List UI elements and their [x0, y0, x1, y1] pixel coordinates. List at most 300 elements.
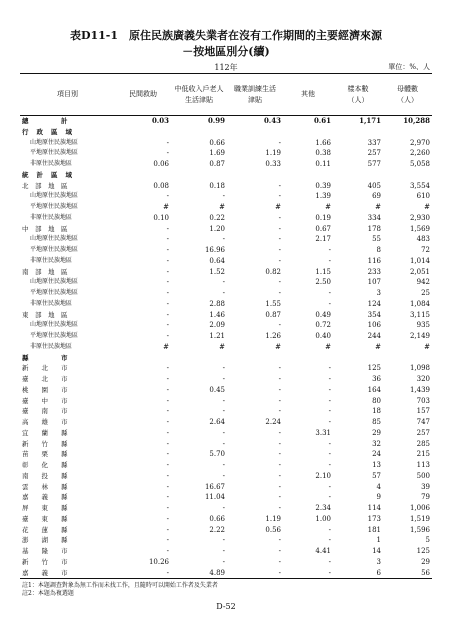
table-row: [20, 342, 432, 353]
table-cell: 4.89: [171, 568, 227, 579]
table-cell: 0.03: [151, 116, 169, 125]
table-cell: 1.00: [315, 514, 331, 523]
table-cell: -: [278, 557, 281, 566]
table-cell: -: [166, 493, 169, 502]
table-cell: 0.45: [209, 385, 225, 394]
table-cell: 173: [367, 514, 381, 523]
table-row: [20, 460, 432, 471]
table-cell: 1,084: [409, 299, 430, 308]
table-cell: 577: [367, 160, 381, 168]
table-cell: -: [278, 138, 281, 147]
table-cell: [383, 127, 432, 138]
table-cell: 285: [416, 439, 430, 448]
table-cell: 4.41: [315, 547, 331, 555]
row-label: 雲 林 縣: [22, 482, 68, 491]
table-row: [20, 514, 432, 525]
table-cell: 2.88: [209, 299, 225, 308]
table-cell: -: [222, 471, 225, 480]
table-cell: -: [278, 235, 281, 244]
table-cell: [283, 170, 333, 181]
table-cell: -: [278, 321, 281, 330]
col-training-allowance: 職業訓練生活津貼: [234, 84, 276, 104]
table-cell: 747: [416, 418, 430, 426]
table-cell: 10.26: [148, 557, 169, 566]
table-cell: #: [219, 203, 225, 211]
table-cell: 0.61: [313, 116, 331, 125]
row-label: 臺 東 縣: [22, 514, 68, 523]
table-cell: 935: [416, 321, 430, 330]
table-cell: 124: [367, 299, 381, 308]
table-cell: 2.17: [315, 235, 331, 244]
table-cell: 0.82: [265, 267, 281, 276]
col-other: 其他: [301, 90, 315, 98]
table-cell: 157: [416, 407, 430, 416]
table-cell: 8: [376, 246, 381, 254]
table-cell: 215: [416, 450, 430, 459]
table-cell: -: [166, 536, 169, 545]
table-cell: 3.31: [315, 428, 331, 437]
table-cell: 1,098: [409, 364, 430, 373]
table-cell: 16.67: [204, 482, 225, 491]
table-cell: -: [166, 407, 169, 416]
table-cell: -: [328, 418, 331, 426]
unit-label: 單位：%、人: [388, 63, 430, 71]
row-label: 東 部 地 區: [22, 310, 68, 319]
table-cell: [171, 353, 227, 364]
table-row: [20, 471, 432, 482]
table-cell: -: [166, 321, 169, 330]
table-row: [20, 127, 432, 138]
table-row: [20, 568, 432, 579]
table-cell: #: [424, 203, 430, 211]
table-cell: 113: [416, 461, 430, 469]
table-cell: -: [328, 375, 331, 383]
table-cell: -: [278, 192, 281, 201]
row-label: 山地原住民族地區: [30, 235, 79, 243]
table-cell: #: [275, 203, 281, 211]
table-cell: -: [278, 364, 281, 373]
table-cell: -: [278, 536, 281, 545]
row-label: 南 投 縣: [22, 471, 68, 480]
table-cell: -: [328, 482, 331, 491]
table-row: [20, 191, 432, 202]
table-cell: 610: [416, 192, 430, 201]
table-cell: 79: [421, 493, 430, 502]
row-label: 山地原住民族地區: [30, 321, 79, 329]
table-cell: [227, 170, 283, 181]
table-cell: -: [278, 278, 281, 287]
table-cell: 405: [367, 181, 381, 190]
table-cell: 0.43: [263, 116, 281, 125]
table-row: [20, 116, 432, 127]
table-cell: -: [227, 568, 283, 579]
table-row: [20, 245, 432, 256]
table-cell: 36: [372, 375, 381, 383]
row-label: 澎 湖 縣: [22, 536, 68, 545]
table-cell: -: [166, 450, 169, 459]
table-cell: 320: [416, 375, 430, 383]
table-cell: -: [278, 181, 281, 190]
table-cell: -: [166, 310, 169, 319]
table-cell: [283, 353, 333, 364]
table-cell: 500: [416, 471, 430, 480]
table-cell: 2.10: [315, 471, 331, 480]
table-cell: 1,596: [409, 525, 430, 534]
row-label: 臺 南 市: [22, 407, 68, 416]
table-cell: 2.24: [265, 418, 281, 426]
table-cell: 57: [372, 471, 381, 480]
table-row: [20, 417, 432, 428]
table-cell: -: [328, 450, 331, 459]
table-cell: 233: [367, 267, 381, 276]
table-cell: 1,439: [409, 385, 430, 394]
row-label: 非原住民族地區: [30, 299, 73, 307]
table-cell: 257: [367, 149, 381, 158]
table-row: [20, 406, 432, 417]
table-cell: 5,058: [409, 160, 430, 168]
table-row: [20, 492, 432, 503]
row-label: 彰 化 縣: [22, 461, 68, 469]
table-cell: 55: [372, 235, 381, 244]
table-cell: -: [278, 224, 281, 233]
table-cell: 0.10: [153, 213, 169, 222]
table-cell: 25: [421, 289, 430, 297]
table-cell: -: [328, 289, 331, 297]
table-cell: 16.96: [204, 246, 225, 254]
table-cell: 337: [367, 138, 381, 147]
table-cell: 116: [367, 256, 381, 265]
row-label: 臺 中 市: [22, 396, 68, 405]
table-row: [20, 277, 432, 288]
table-cell: 1,014: [409, 256, 430, 265]
table-cell: -: [278, 246, 281, 254]
table-row: [20, 385, 432, 396]
table-cell: 0.33: [265, 160, 281, 168]
table-cell: 125: [416, 547, 430, 555]
table-cell: -: [166, 461, 169, 469]
table-cell: 0.18: [209, 181, 225, 190]
table-cell: 181: [367, 525, 381, 534]
table-cell: 5.70: [209, 450, 225, 459]
row-label: 新 竹 市: [22, 557, 68, 566]
table-cell: 13: [372, 461, 381, 469]
table-row: [20, 353, 432, 364]
table-cell: -: [283, 568, 333, 579]
table-cell: 0.67: [315, 224, 331, 233]
table-cell: 1.19: [265, 149, 281, 158]
table-row: [20, 170, 432, 181]
table-row: [20, 202, 432, 213]
table-cell: 334: [367, 213, 381, 222]
table-cell: -: [166, 439, 169, 448]
table-cell: 2,970: [409, 138, 430, 147]
table-cell: 1: [376, 536, 381, 545]
table-row: [20, 439, 432, 450]
row-label: 中 部 地 區: [22, 224, 68, 233]
table-cell: 6: [333, 568, 383, 579]
table-cell: #: [424, 342, 430, 351]
table-cell: #: [375, 342, 381, 351]
table-cell: -: [278, 471, 281, 480]
table-cell: -: [328, 407, 331, 416]
row-label: 平地原住民族地區: [30, 203, 79, 210]
table-cell: 2,149: [409, 332, 430, 340]
table-cell: 942: [416, 278, 430, 287]
table-cell: -: [166, 278, 169, 287]
table-cell: -: [278, 547, 281, 555]
row-label: 基 隆 市: [22, 547, 68, 555]
table-cell: -: [222, 504, 225, 512]
table-cell: -: [166, 332, 169, 340]
footnotes: [22, 582, 218, 598]
table-cell: 69: [372, 192, 381, 201]
col-sample-size: 樣本數（人）: [347, 84, 369, 104]
table-cell: -: [278, 504, 281, 512]
table-row: [20, 396, 432, 407]
footnote-2: 註2：本題為複選題: [22, 590, 74, 597]
table-cell: -: [278, 450, 281, 459]
table-cell: 703: [416, 396, 430, 405]
table-cell: -: [166, 267, 169, 276]
table-cell: 1.39: [315, 192, 331, 201]
row-label: 非原住民族地區: [30, 213, 73, 221]
table-row: [20, 482, 432, 493]
row-label: 統計區域: [22, 170, 80, 179]
table-cell: 0.87: [209, 160, 225, 168]
table-cell: [115, 353, 171, 364]
table-cell: -: [166, 471, 169, 480]
row-label: 縣 市: [22, 353, 68, 362]
row-label: 山地原住民族地區: [30, 192, 79, 200]
table-cell: [227, 127, 283, 138]
table-cell: 1.19: [265, 514, 281, 523]
table-cell: 1.66: [315, 138, 331, 147]
table-cell: -: [328, 396, 331, 405]
table-row: [20, 557, 432, 568]
table-row: [20, 256, 432, 267]
table-cell: 56: [383, 568, 432, 579]
table-cell: -: [222, 407, 225, 416]
col-population: 母體數（人）: [397, 84, 418, 104]
table-cell: 10,288: [403, 116, 430, 125]
table-row: [20, 299, 432, 310]
table-subtitle: －按地區別分(續): [182, 45, 270, 58]
row-label: 非原住民族地區: [30, 160, 73, 167]
table-cell: 0.39: [315, 181, 331, 190]
table-row: [20, 159, 432, 170]
table-cell: #: [219, 342, 225, 351]
table-cell: -: [278, 375, 281, 383]
table-cell: 1.20: [209, 224, 225, 233]
table-row: [20, 525, 432, 536]
table-row: [20, 181, 432, 192]
row-label: 平地原住民族地區: [30, 149, 79, 157]
table-cell: -: [222, 192, 225, 201]
table-cell: -: [166, 375, 169, 383]
row-label: 北 部 地 區: [22, 181, 68, 190]
row-label: 臺 北 市: [22, 375, 68, 383]
table-cell: 2.64: [209, 418, 225, 426]
table-cell: -: [222, 375, 225, 383]
table-cell: -: [222, 428, 225, 437]
table-cell: [333, 127, 383, 138]
table-cell: 1.52: [209, 267, 225, 276]
table-cell: 9: [376, 493, 381, 502]
table-cell: -: [166, 364, 169, 373]
table-cell: -: [278, 407, 281, 416]
table-cell: 2.22: [209, 525, 225, 534]
table-cell: 178: [367, 224, 381, 233]
table-cell: 3: [376, 557, 381, 566]
table-cell: 2.34: [315, 504, 331, 512]
table-body: [20, 116, 432, 579]
col-item: 項目別: [57, 90, 78, 98]
table-cell: 3,554: [409, 181, 430, 190]
table-cell: 1.69: [209, 149, 225, 158]
table-cell: [171, 127, 227, 138]
table-cell: -: [166, 418, 169, 426]
col-elderly-allowance: 中低收入戶老人生活津貼: [174, 84, 224, 104]
table-cell: 0.87: [265, 310, 281, 319]
table-cell: -: [166, 224, 169, 233]
table-cell: 125: [367, 364, 381, 373]
table-cell: -: [222, 289, 225, 297]
table-title: 表D11-1 原住民族廣義失業者在沒有工作期間的主要經濟來源: [69, 29, 383, 42]
table-cell: -: [222, 278, 225, 287]
row-label: 花 蓮 縣: [22, 525, 68, 534]
row-label: 平地原住民族地區: [30, 246, 79, 253]
table-cell: 0.06: [153, 160, 169, 168]
table-cell: [333, 170, 383, 181]
table-cell: 0.99: [207, 116, 225, 125]
table-cell: -: [328, 364, 331, 373]
table-cell: -: [166, 299, 169, 308]
row-label: 嘉 義 縣: [22, 493, 68, 502]
table-cell: -: [166, 514, 169, 523]
table-cell: [383, 170, 432, 181]
table-cell: -: [328, 493, 331, 502]
table-cell: -: [166, 246, 169, 254]
row-label: 行政區域: [22, 127, 80, 136]
table-cell: 11.04: [204, 493, 225, 502]
table-cell: 0.66: [209, 514, 225, 523]
table-cell: 4: [376, 482, 381, 491]
table-cell: 114: [367, 504, 381, 512]
table-cell: [171, 170, 227, 181]
table-cell: -: [166, 547, 169, 555]
table-row: [20, 234, 432, 245]
table-cell: #: [325, 203, 331, 211]
row-label: 宜 蘭 縣: [22, 428, 68, 437]
table-cell: -: [328, 256, 331, 265]
row-label: 平地原住民族地區: [30, 332, 79, 339]
table-cell: 14: [372, 547, 381, 555]
table-cell: 1,006: [409, 504, 430, 512]
table-cell: 1.55: [265, 299, 281, 308]
row-label: 高 雄 市: [22, 418, 68, 426]
table-cell: 2,930: [409, 213, 430, 222]
table-row: [20, 428, 432, 439]
table-cell: -: [222, 557, 225, 566]
table-cell: -: [328, 439, 331, 448]
table-cell: 1.46: [209, 310, 225, 319]
table-cell: 106: [367, 321, 381, 330]
table-cell: 3,115: [409, 310, 430, 319]
table-cell: 2.09: [209, 321, 225, 330]
table-cell: 2,260: [409, 149, 430, 158]
table-cell: -: [328, 525, 331, 534]
table-cell: -: [166, 138, 169, 147]
table-row: [20, 449, 432, 460]
table-cell: 1.26: [265, 332, 281, 340]
table-cell: -: [278, 461, 281, 469]
table-cell: 0.19: [315, 213, 331, 222]
table-cell: -: [222, 439, 225, 448]
table-cell: -: [328, 557, 331, 566]
table-cell: 0.72: [315, 321, 331, 330]
table-cell: 354: [367, 310, 381, 319]
table-cell: 0.38: [315, 149, 331, 158]
table-cell: -: [166, 396, 169, 405]
table-cell: [227, 353, 283, 364]
table-cell: 257: [416, 428, 430, 437]
table-cell: -: [166, 428, 169, 437]
table-row: [20, 503, 432, 514]
table-cell: -: [328, 246, 331, 254]
row-label: 總 計: [22, 117, 68, 125]
table-cell: 29: [421, 557, 430, 566]
table-cell: -: [166, 192, 169, 201]
col-private-aid: 民間救助: [129, 90, 157, 98]
table-cell: -: [166, 504, 169, 512]
table-cell: -: [278, 482, 281, 491]
table-cell: 18: [372, 407, 381, 416]
table-cell: -: [166, 385, 169, 394]
table-cell: -: [278, 428, 281, 437]
table-cell: [115, 170, 171, 181]
row-label: 山地原住民族地區: [30, 138, 79, 146]
table-row: [20, 535, 432, 546]
table-cell: [115, 127, 171, 138]
row-label: 桃 園 市: [22, 385, 68, 394]
table-row: [20, 267, 432, 278]
table-cell: 2.50: [315, 278, 331, 287]
table-cell: 0.40: [315, 332, 331, 340]
table-cell: -: [222, 461, 225, 469]
row-label: 非原住民族地區: [30, 342, 73, 350]
table-cell: 0.22: [209, 213, 225, 222]
table-cell: #: [163, 203, 169, 211]
table-cell: [383, 353, 432, 364]
table-cell: 0.64: [209, 256, 225, 265]
table-cell: -: [328, 461, 331, 469]
table-cell: -: [278, 385, 281, 394]
table-cell: -: [328, 299, 331, 308]
table-cell: 85: [372, 418, 381, 426]
table-cell: -: [278, 213, 281, 222]
table-cell: 5: [425, 536, 430, 545]
row-label: 新 竹 縣: [22, 439, 68, 448]
table-cell: #: [275, 342, 281, 351]
table-row: [20, 213, 432, 224]
table-cell: -: [166, 525, 169, 534]
table-cell: 0.66: [209, 138, 225, 147]
table-row: [20, 148, 432, 159]
table-cell: 72: [421, 246, 430, 254]
table-row: [20, 288, 432, 299]
row-label: 非原住民族地區: [30, 256, 73, 264]
table-cell: -: [278, 396, 281, 405]
